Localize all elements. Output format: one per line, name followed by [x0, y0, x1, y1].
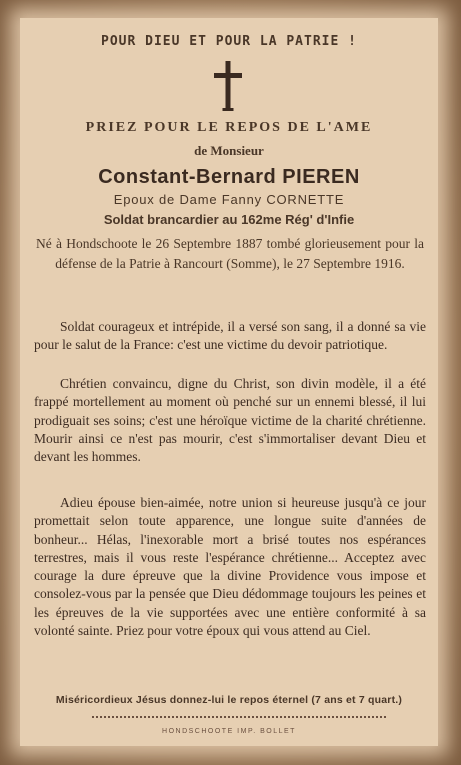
paragraph-soldier: Soldat courageux et intrépide, il a versé son sang, il a donné sa vie pour le salut de la France: c'est une victime du devoir patriotique.: [34, 319, 426, 353]
birth-death-text: Né à Hondschoote le 26 Septembre 1887 tombé glorieusement pour la défense de la Patrie à Rancourt (Somme), le 27 Septembre 1916.: [36, 236, 424, 271]
latin-cross-icon: [213, 60, 243, 112]
prayer-heading: PRIEZ POUR LE REPOS DE L'AME: [85, 120, 373, 135]
memorial-card: [20, 18, 438, 746]
printer-imprint: HONDSCHOOTE IMP. BOLLET: [162, 728, 296, 735]
de-monsieur: de Monsieur: [194, 143, 264, 158]
paragraph-farewell: Adieu épouse bien-aimée, notre union si heureuse jusqu'à ce jour promettait selon toute apparence, une longue suite d'années de bonheur... Hélas, l'inexorable mort a brisé toutes nos espérances terrestres, mais il vous reste l'espérance chrétienne... Acceptez avec courage la dure épreuve que la divine Providence vous impose et consolez-vous par la pensée que Dieu dédommage toujours les peines et les épreuves de la vie supportées avec une entière conformité à sa volonté sainte. Priez pour votre époux qui vous attend au Ciel.: [34, 495, 426, 639]
motto: POUR DIEU ET POUR LA PATRIE !: [101, 34, 357, 49]
military-rank: Soldat brancardier au 162me Rég' d'Infie: [103, 212, 355, 227]
paragraph-christian: Chrétien convaincu, digne du Christ, son divin modèle, il a été frappé mortellement au moment où penché sur un ennemi blessé, il lui prodiguait ses soins; c'est une héroïque victime de la charité chrétienne. Mourir ainsi ce n'est pas mourir, c'est s'immortaliser devant Dieu et devant les hommes.: [34, 376, 426, 465]
closing-prayer: Miséricordieux Jésus donnez-lui le repos éternel (7 ans et 7 quart.): [55, 694, 403, 706]
spouse-line: Epoux de Dame Fanny CORNETTE: [113, 192, 345, 207]
dotted-divider: [92, 716, 386, 718]
deceased-name: Constant-Bernard PIEREN: [98, 166, 360, 188]
